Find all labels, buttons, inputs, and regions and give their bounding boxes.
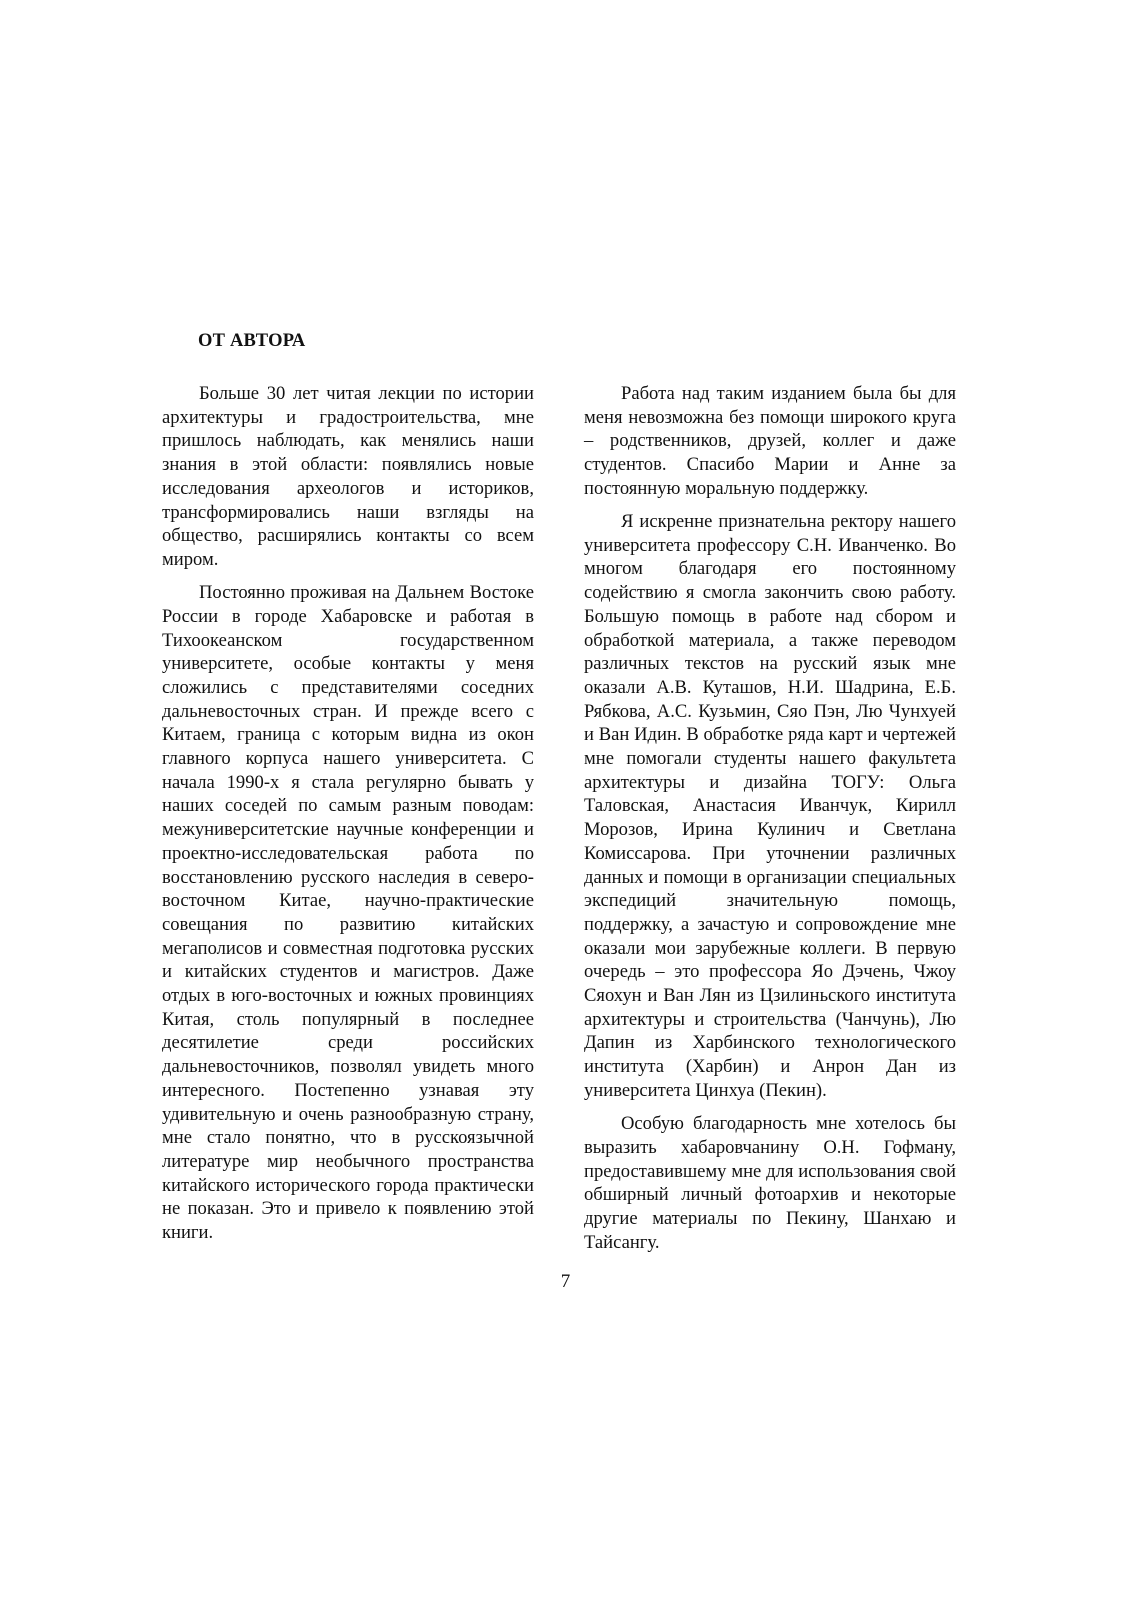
paragraph: Особую благодарность мне хотелось бы выразить хабаровчанину О.Н. Гофману, предоставившему мне для использования свой обширный личный фотоархив и некоторые другие материалы по Пекину, Шанхаю и Тайсангу. <box>584 1113 956 1253</box>
section-heading: ОТ АВТОРА <box>198 331 306 351</box>
right-text-column <box>584 382 956 1264</box>
paragraph: Больше 30 лет читая лекции по истории архитектуры и градостроительства, мне пришлось наблюдать, как менялись наши знания в этой области: появлялись новые исследования археологов и историков, трансформировались наши взгляды на общество, расширялись контакты со всем миром. <box>162 383 534 570</box>
paragraph: Я искренне признательна ректору нашего университета профессору С.Н. Иванченко. Во многом благодаря его постоянному содействию я смогла закончить свою работу. Большую помощь в работе над сбором и обработкой материала, а также переводом различных текстов на русский язык мне оказали А.В. Куташов, Н.И. Шадрина, Е.Б. Рябкова, А.С. Кузьмин, Сяо Пэн, Лю Чунхуей и Ван Идин. В обработке ряда карт и чертежей мне помогали студенты нашего факультета архитектуры и дизайна ТОГУ: Ольга Таловская, Анастасия Иванчук, Кирилл Морозов, Ирина Кулинич и Светлана Комиссарова. При уточнении различных данных и помощи в организации специальных экспедиций значительную помощь, поддержку, а зачастую и сопровождение мне оказали мои зарубежные коллеги. В первую очередь – это профессора Яо Дэчень, Чжоу Сяохун и Ван Лян из Цзилиньского института архитектуры и строительства (Чанчунь), Лю Дапин из Харбинского технологического института (Харбин) и Анрон Дан из университета Цинхуа (Пекин). <box>584 511 956 1101</box>
page-number: 7 <box>560 1271 571 1292</box>
left-text-column <box>162 382 534 1254</box>
paragraph: Постоянно проживая на Дальнем Востоке России в городе Хабаровске и работая в Тихоокеанском государственном университете, особые контакты у меня сложились с представителями соседних дальневосточных стран. И прежде всего с Китаем, граница с которым видна из окон главного корпуса нашего университета. С начала 1990-х я стала регулярно бывать у наших соседей по самым разным поводам: межуниверситетские научные конференции и проектно-исследовательская работа по восстановлению русского наследия в северо-восточном Китае, научно-практические совещания по развитию китайских мегаполисов и совместная подготовка русских и китайских студентов и магистров. Даже отдых в юго-восточных и южных провинциях Китая, столь популярный в последнее десятилетие среди российских дальневосточников, позволял увидеть много интересного. Постепенно узнавая эту удивительную и очень разнообразную страну, мне стало понятно, что в русскоязычной литературе мир необычного пространства китайского исторического города практически не показан. Это и привело к появлению этой книги. <box>162 582 534 1244</box>
paragraph: Работа над таким изданием была бы для меня невозможна без помощи широкого круга – родственников, друзей, коллег и даже студентов. Спасибо Марии и Анне за постоянную моральную поддержку. <box>584 383 956 499</box>
